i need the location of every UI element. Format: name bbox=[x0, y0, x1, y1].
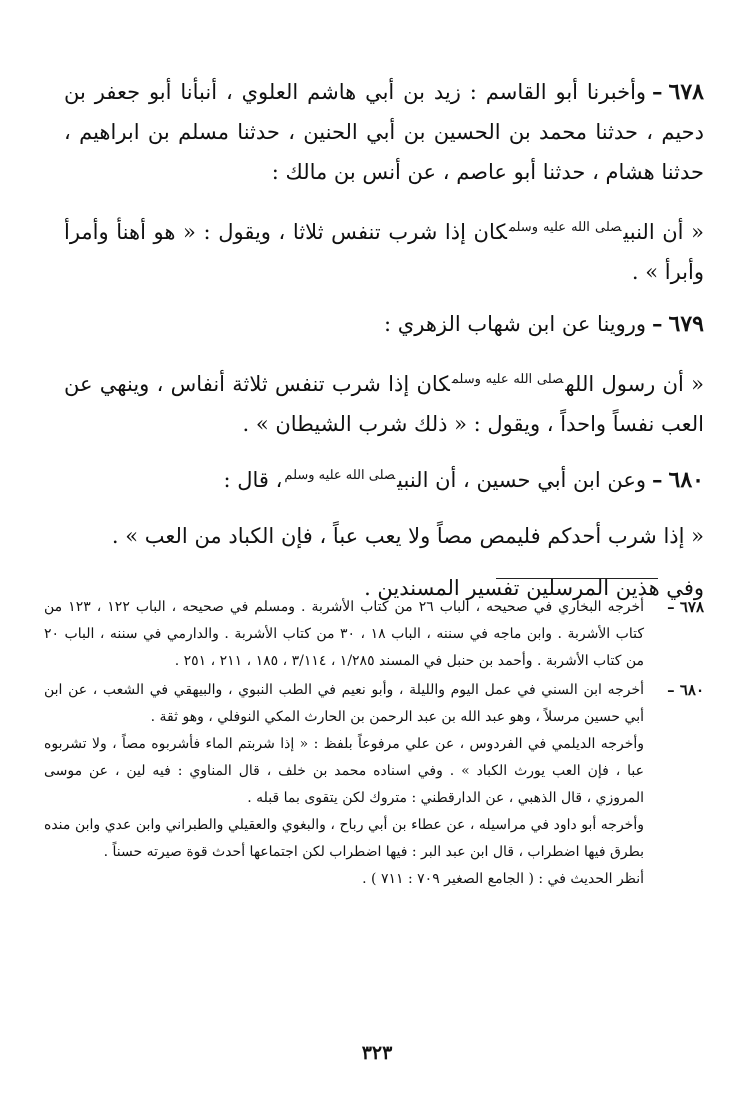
dash: – bbox=[652, 467, 663, 492]
hadith-isnad: وعن ابن أبي حسين ، أن النبي bbox=[397, 468, 647, 492]
salla-ligature: صلى الله عليه وسلم bbox=[284, 468, 396, 483]
hadith-isnad: ، قال : bbox=[223, 468, 283, 492]
matn-text: « أن رسول الله bbox=[565, 372, 705, 396]
hadith-isnad: وروينا عن ابن شهاب الزهري : bbox=[384, 312, 647, 336]
main-text bbox=[64, 72, 704, 620]
footnote-678 bbox=[44, 594, 704, 675]
footnote-680 bbox=[44, 677, 704, 893]
hadith-679 bbox=[64, 304, 704, 344]
hadith-number: ٦٧٨ bbox=[668, 79, 704, 105]
footnote-paragraph: وأخرجه الديلمي في الفردوس ، عن علي مرفوعاً بلفظ : « إذا شربتم الماء فأشربوه مصاً ، ولا تشربوه عبا ، فإن العب يورث الكباد » . وفي اسناده محمد بن خلف ، قال المناوي : فيه لين ، عن موسى المروزي ، قال الذهبي ، عن الدارقطني : متروك لكن يتقوى بما قبله . bbox=[44, 736, 644, 806]
matn-text: « أن النبي bbox=[623, 220, 704, 244]
hadith-680 bbox=[64, 456, 704, 500]
matn-text: كان إذا شرب تنفس ثلاثة أنفاس ، وينهي عن العب نفساً واحداً ، ويقول : « ذلك شرب الشيطان » . bbox=[64, 372, 704, 436]
hadith-680-matn: « إذا شرب أحدكم فليمص مصاً ولا يعب عباً ، فإن الكباد من العب » . bbox=[111, 524, 704, 548]
salla-ligature: صلى الله عليه وسلم bbox=[508, 220, 622, 235]
salla-ligature: صلى الله عليه وسلم bbox=[451, 372, 564, 387]
page-number: ٣٢٣ bbox=[361, 1042, 393, 1064]
hadith-number: ٦٨٠ bbox=[668, 467, 704, 493]
closing-remark: وفي هذين المرسلين تفسير المسندين . bbox=[364, 576, 704, 600]
dash: – bbox=[652, 79, 663, 104]
footnote-paragraph: أخرجه ابن السني في عمل اليوم والليلة ، وأبو نعيم في الطب النبوي ، والبيهقي في الشعب ، عن ابن أبي حسين مرسلاً ، وهو عبد الله بن عبد الرحمن بن الحارث المكي النوفلي ، وهو ثقة . bbox=[44, 682, 644, 725]
matn-text: كان إذا شرب تنفس ثلاثا ، ويقول : « هو أهنأ وأمرأ وأبرأ » . bbox=[64, 220, 704, 284]
footnote-text bbox=[44, 677, 644, 893]
footnote-text bbox=[44, 594, 644, 675]
footnote-label: ٦٧٨ – bbox=[667, 598, 704, 616]
footnote-paragraph: أخرجه البخاري في صحيحه ، الباب ٢٦ من كتاب الأشربة . ومسلم في صحيحه ، الباب ١٢٢ ، ١٢٣ من كتاب الأشربة . وابن ماجه في سننه ، الباب ١٨ ، ٣٠ من كتاب الأشربة . والدارمي في سننه ، الباب ٢٠ من كتاب الأشربة . وأحمد بن حنبل في المسند ١/٢٨٥ ، ٣/١١٤ ، ١٨٥ ، ٢١١ ، ٢٥١ . bbox=[44, 599, 645, 669]
footnote-label: ٦٨٠ – bbox=[667, 681, 704, 699]
footnote-paragraph: وأخرجه أبو داود في مراسيله ، عن عطاء بن أبي رباح ، والبغوي والعقيلي والطبراني وابن عدي وابن منده بطرق فيها اضطراب ، قال ابن عبد البر : فيها اضطراب لكن اجتماعها أحدث قوة صيرته حسناً . bbox=[44, 817, 644, 860]
hadith-678 bbox=[64, 72, 704, 192]
hadith-isnad: وأخبرنا أبو القاسم : زيد بن أبي هاشم العلوي ، أنبأنا أبو جعفر بن دحيم ، حدثنا محمد بن الحسين بن أبي الحنين ، حدثنا مسلم بن ابراهيم ، حدثنا هشام ، حدثنا أبو عاصم ، عن أنس بن مالك : bbox=[64, 80, 704, 184]
footnote-paragraph: أنظر الحديث في : ( الجامع الصغير ٧٠٩ : ٧١١ ) . bbox=[362, 871, 644, 887]
hadith-number: ٦٧٩ bbox=[668, 311, 704, 337]
hadith-679-matn bbox=[64, 360, 704, 444]
footnote-divider bbox=[496, 578, 658, 579]
footnotes bbox=[44, 594, 704, 895]
hadith-678-matn bbox=[64, 208, 704, 292]
dash: – bbox=[652, 311, 663, 336]
